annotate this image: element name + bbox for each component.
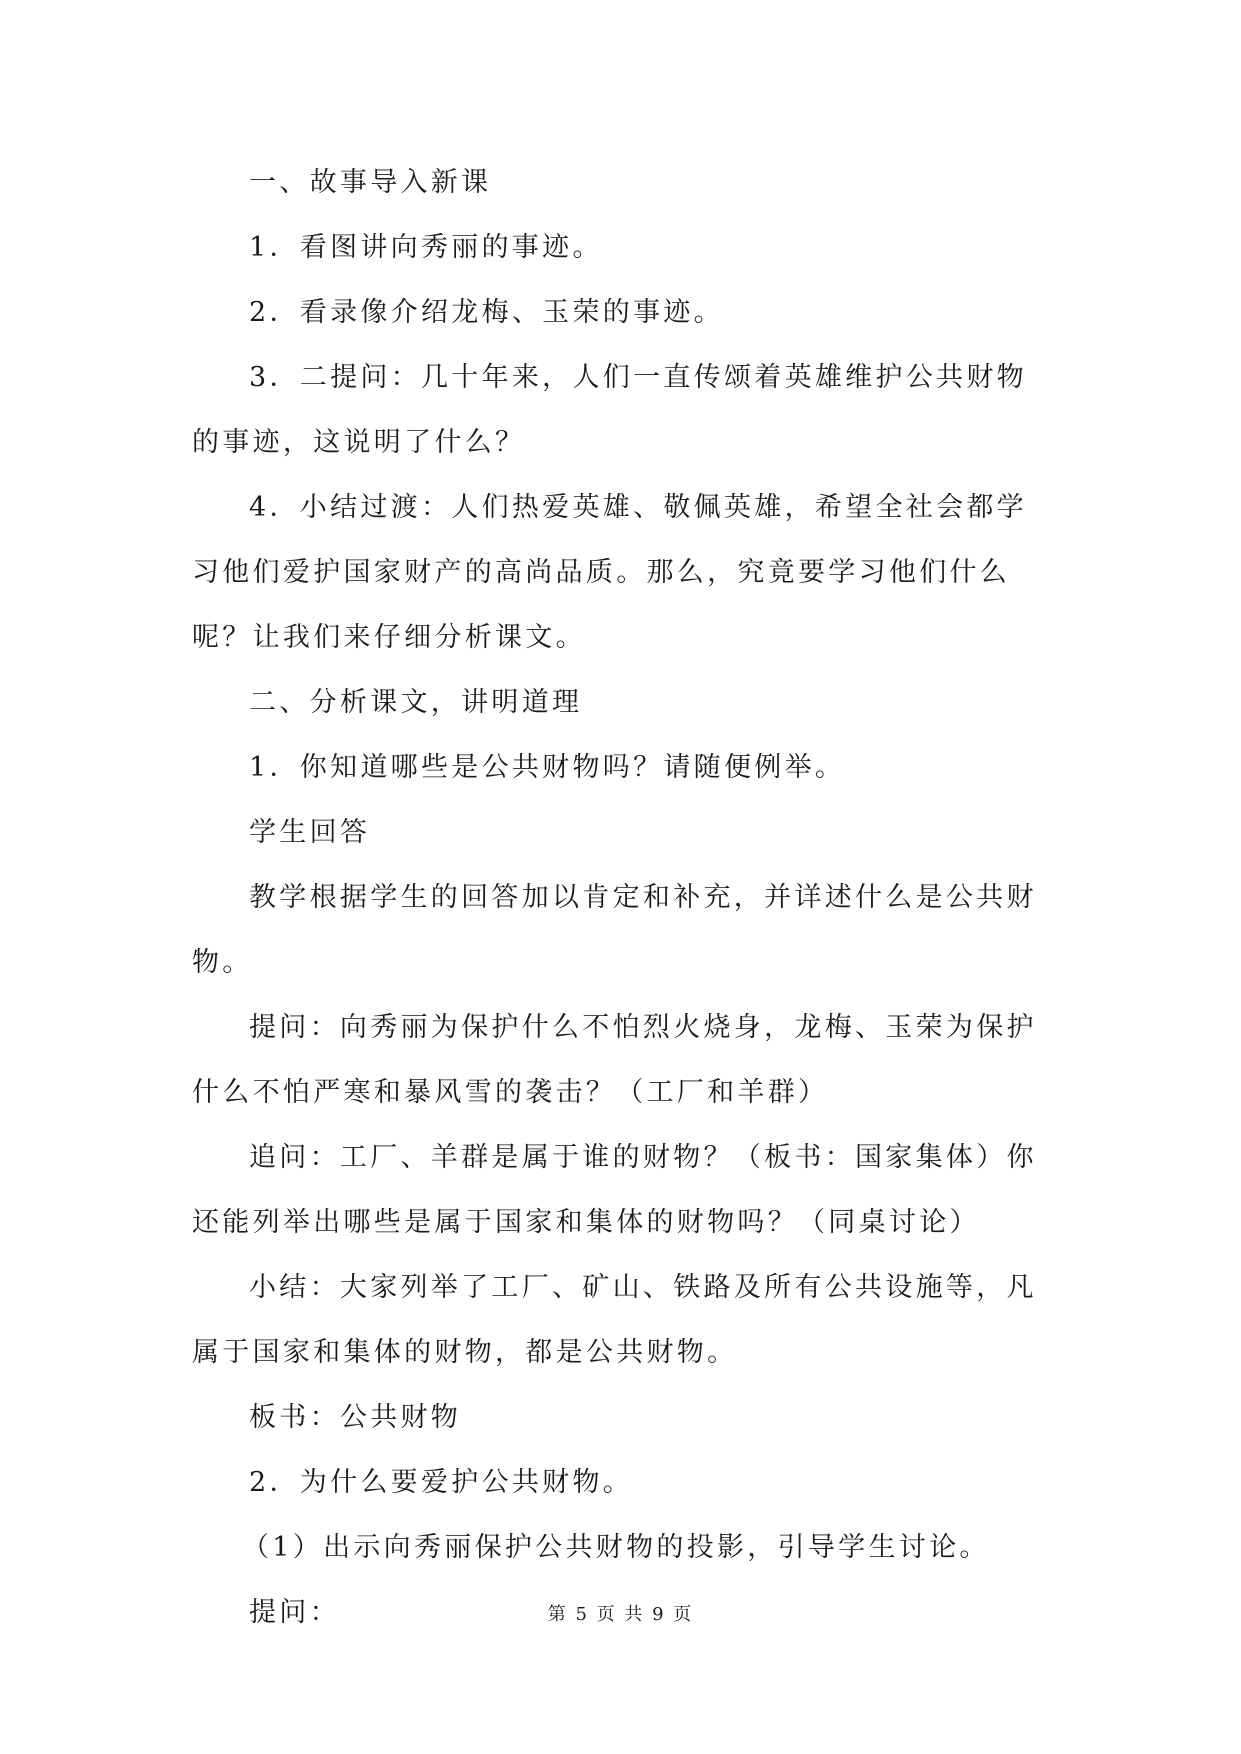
paragraph-subitem-1: （1）出示向秀丽保护公共财物的投影，引导学生讨论。 <box>242 1532 990 1563</box>
paragraph-followup-question: 追问：工厂、羊群是属于谁的财物？（板书：国家集体）你还能列举出哪些是属于国家和集体的财物吗？（同桌讨论） <box>192 1142 1037 1238</box>
section-heading-story-intro: 一、故事导入新课 <box>249 167 492 198</box>
paragraph-student-answer: 学生回答 <box>249 817 371 848</box>
paragraph-item-why: 2．为什么要爱护公共财物。 <box>249 1467 634 1498</box>
paragraph-item-4: 4．小结过渡：人们热爱英雄、敬佩英雄，希望全社会都学习他们爱护国家财产的高尚品质。那么，究竟要学习他们什么呢？让我们来仔细分析课文。 <box>192 492 1027 653</box>
paragraph-item-3: 3．二提问：几十年来，人们一直传颂着英雄维护公共财物的事迹，这说明了什么？ <box>192 362 1027 458</box>
page-number-footer: 第 5 页 共 9 页 <box>547 1604 694 1625</box>
paragraph-item-1: 1．看图讲向秀丽的事迹。 <box>249 232 603 263</box>
paragraph-summary: 小结：大家列举了工厂、矿山、铁路及所有公共设施等，凡属于国家和集体的财物，都是公共财物。 <box>192 1272 1037 1368</box>
paragraph-item-2: 2．看录像介绍龙梅、玉荣的事迹。 <box>249 297 724 328</box>
document-body <box>192 150 1052 1645</box>
paragraph-teacher-note: 教学根据学生的回答加以肯定和补充，并详述什么是公共财物。 <box>192 882 1037 978</box>
paragraph-board-note: 板书：公共财物 <box>249 1402 462 1433</box>
paragraph-question-1: 1．你知道哪些是公共财物吗？请随便例举。 <box>249 752 846 783</box>
paragraph-question-prompt: 提问：向秀丽为保护什么不怕烈火烧身，龙梅、玉荣为保护什么不怕严寒和暴风雪的袭击？（工厂和羊群） <box>192 1012 1037 1108</box>
section-heading-analysis: 二、分析课文，讲明道理 <box>249 687 583 718</box>
paragraph-question-label: 提问： <box>249 1597 340 1628</box>
